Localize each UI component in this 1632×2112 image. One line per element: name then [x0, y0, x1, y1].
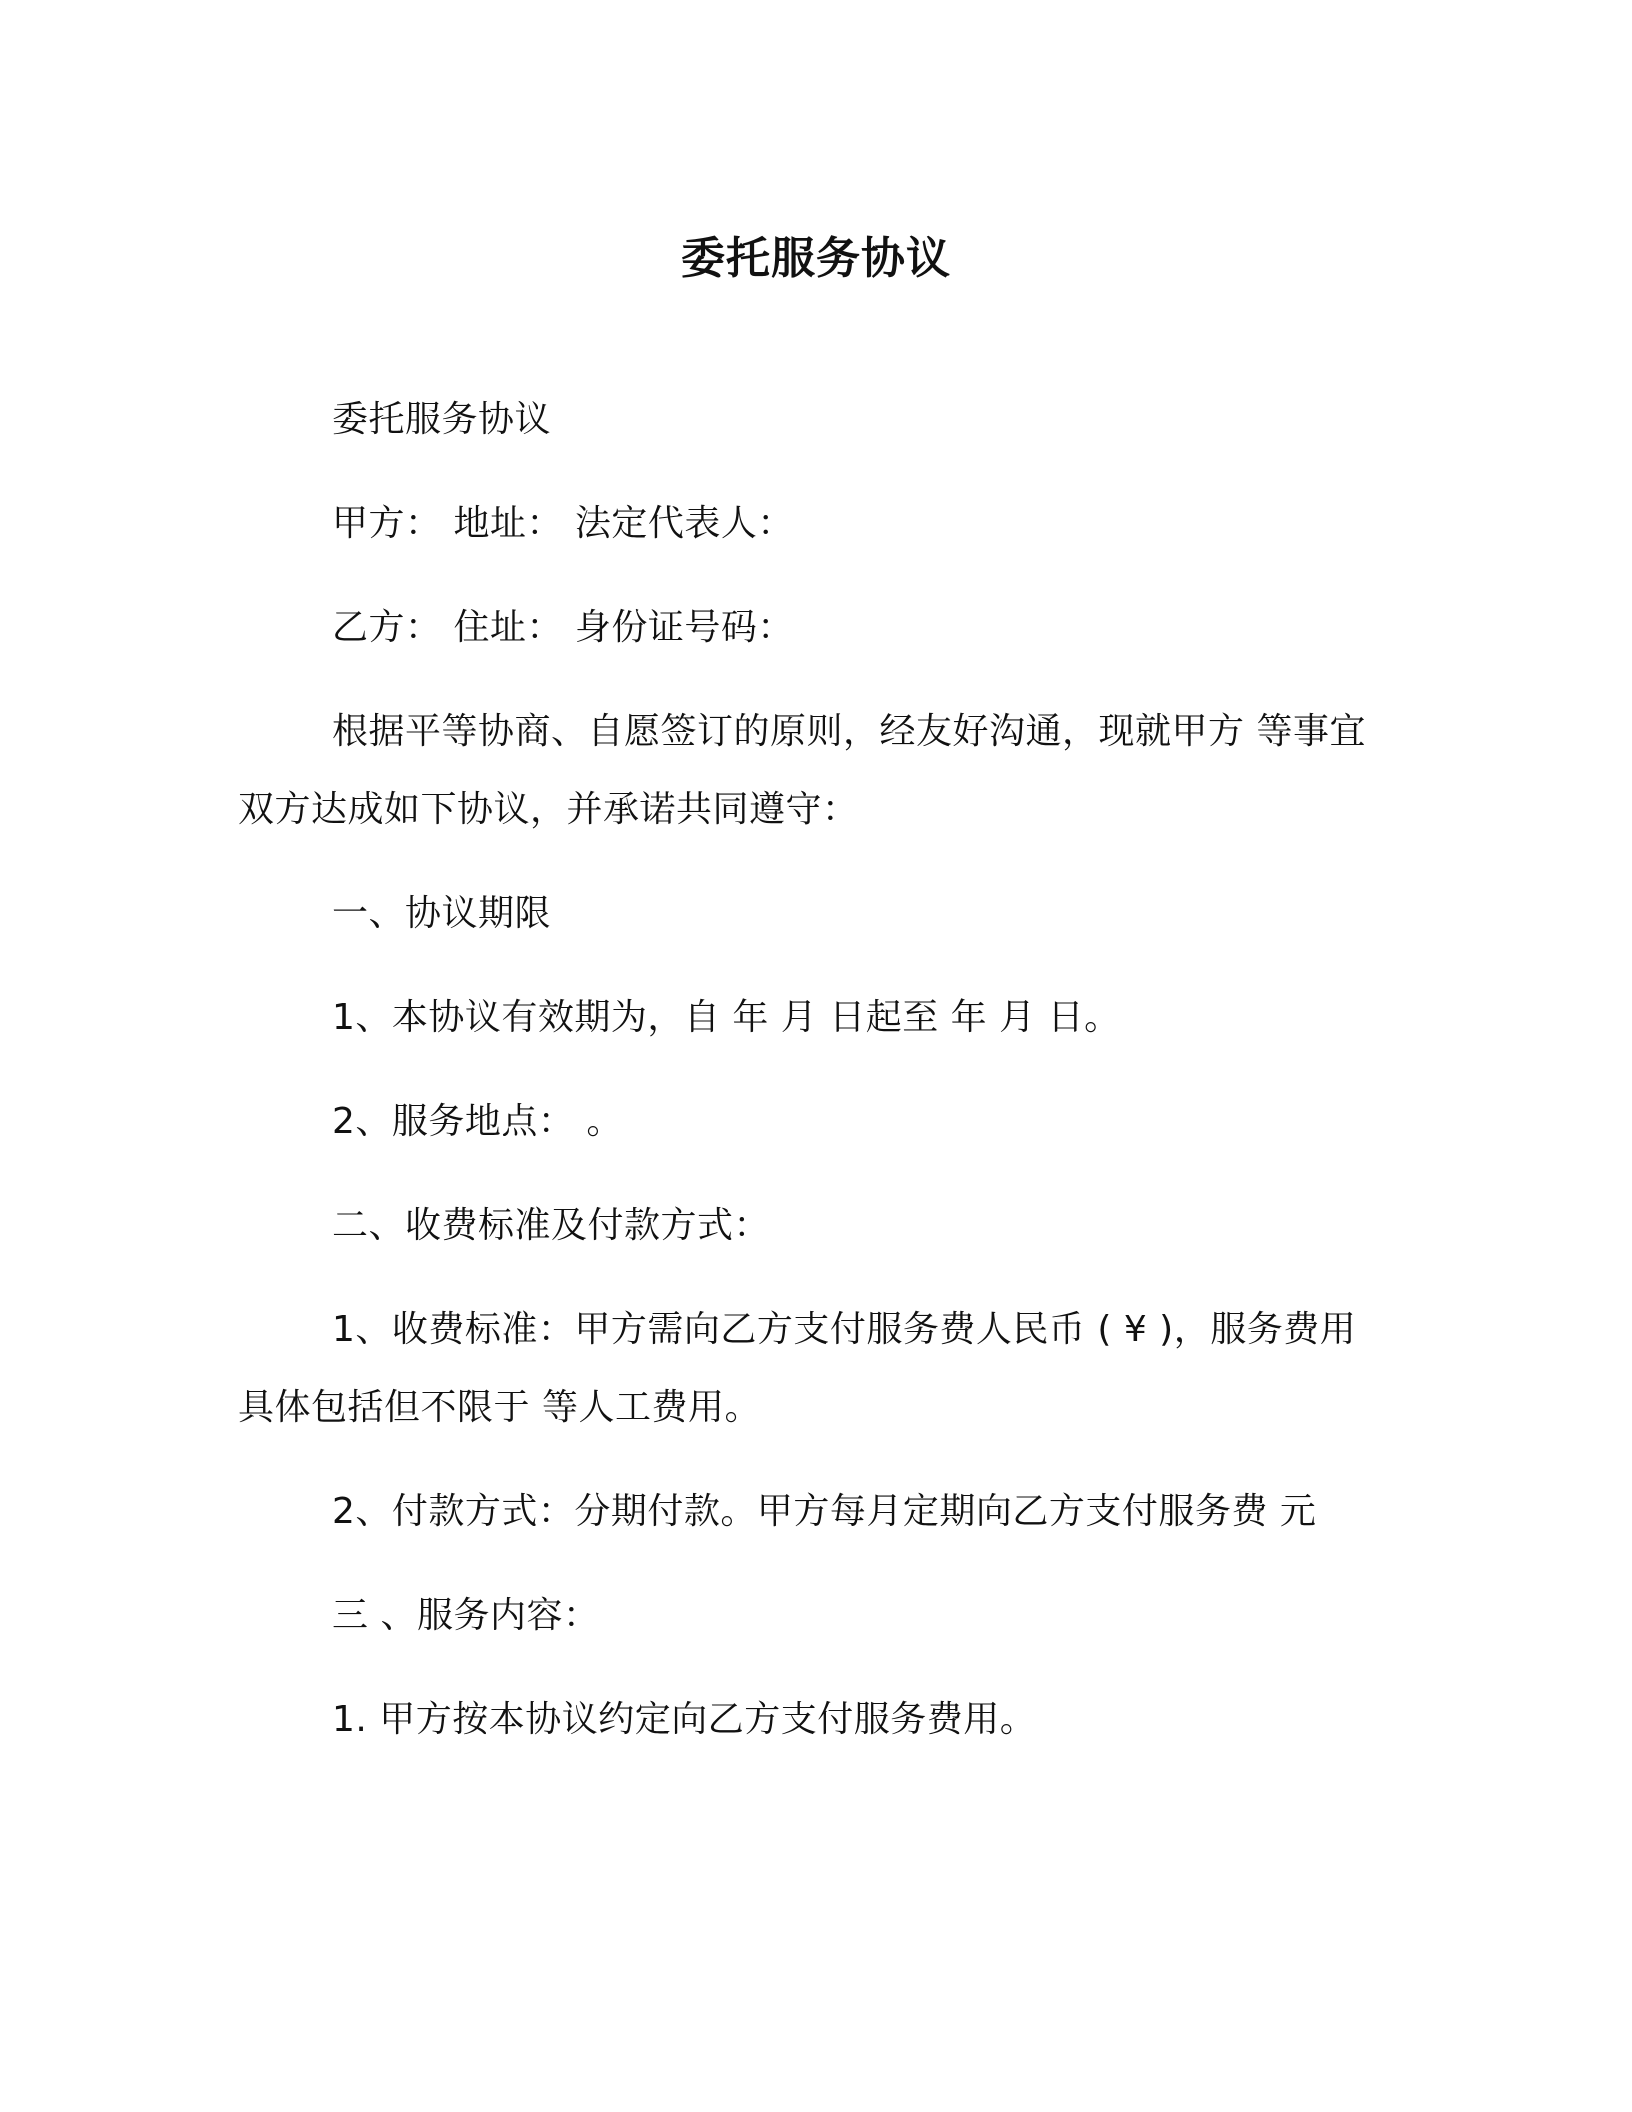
clause-2-1-line-2: 具体包括但不限于 等人工费用。 [238, 1387, 761, 1428]
clause-2-1-line-1: 1、收费标准：甲方需向乙方支付服务费人民币 ( ¥ )，服务费用 [332, 1309, 1357, 1350]
party-a-line: 甲方： 地址： 法定代表人： [332, 503, 794, 544]
clause-3-1: 1. 甲方按本协议约定向乙方支付服务费用。 [332, 1699, 1037, 1740]
clause-1-1: 1、本协议有效期为，自 年 月 日起至 年 月 日。 [332, 997, 1121, 1038]
party-b-line: 乙方： 住址： 身份证号码： [332, 607, 794, 648]
section-3-heading: 三 、服务内容： [332, 1595, 600, 1636]
preamble-line-1: 根据平等协商、自愿签订的原则，经友好沟通，现就甲方 等事宜 [332, 711, 1366, 752]
document-title: 委托服务协议 [681, 233, 951, 284]
clause-1-2: 2、服务地点： 。 [332, 1101, 623, 1142]
paragraph-heading: 委托服务协议 [332, 399, 552, 440]
clause-2-2: 2、付款方式：分期付款。甲方每月定期向乙方支付服务费 元 [332, 1491, 1317, 1532]
preamble-line-2: 双方达成如下协议，并承诺共同遵守： [238, 789, 859, 830]
section-2-heading: 二、收费标准及付款方式： [332, 1205, 771, 1246]
section-1-heading: 一、协议期限 [332, 893, 552, 934]
